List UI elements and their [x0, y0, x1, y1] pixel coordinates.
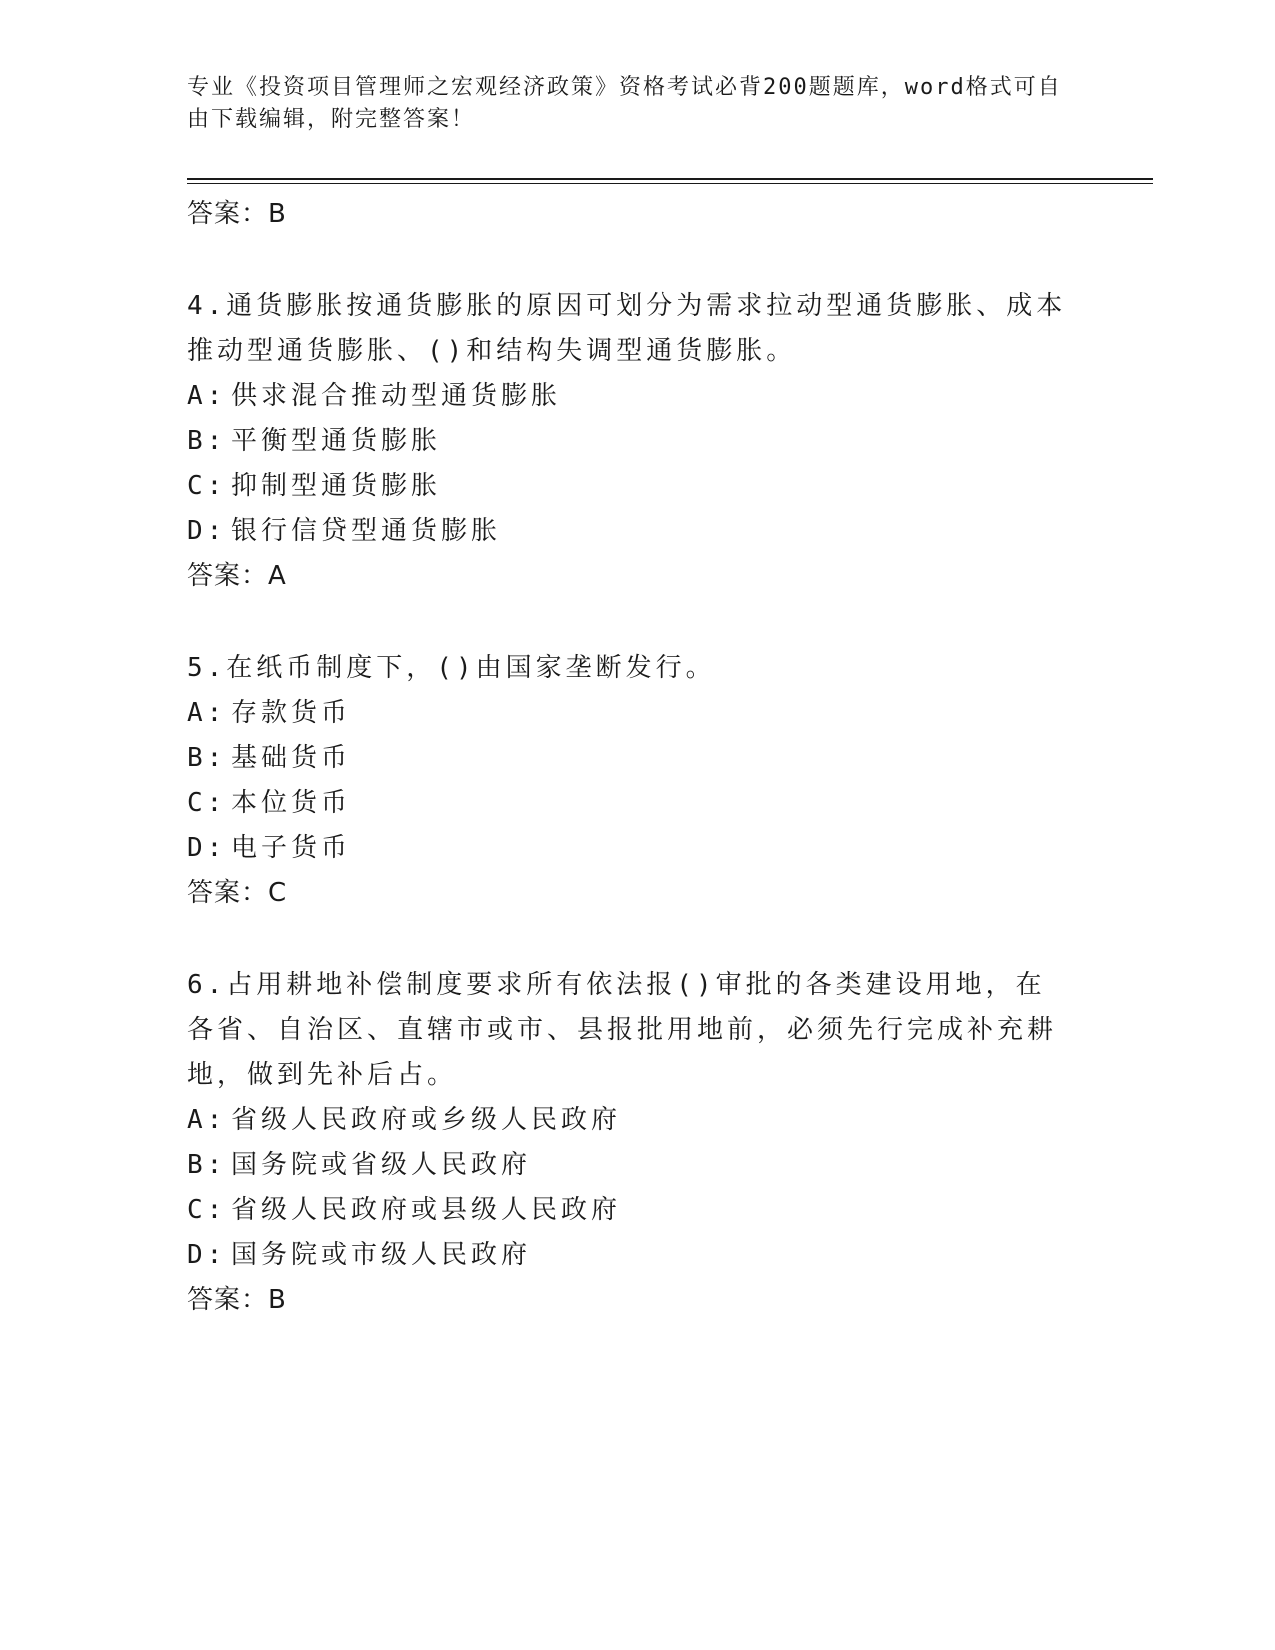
answer-value: B	[268, 1285, 287, 1315]
option-b	[187, 1143, 1067, 1188]
option-text: 电子货币	[231, 833, 352, 863]
option-c	[187, 1188, 1067, 1233]
answer-value: B	[268, 199, 287, 229]
document-header: 专业《投资项目管理师之宏观经济政策》资格考试必背200题题库，word格式可自由下载编辑，附完整答案！	[187, 75, 1062, 132]
option-text: 国务院或省级人民政府	[231, 1150, 532, 1180]
option-key: A:	[187, 698, 227, 728]
question-text: 6.占用耕地补偿制度要求所有依法报()审批的各类建设用地，在各省、自治区、直辖市或市、县报批用地前，必须先行完成补充耕地，做到先补后占。	[187, 970, 1058, 1090]
option-a	[187, 691, 1067, 736]
option-d	[187, 826, 1067, 871]
option-key: B:	[187, 743, 227, 773]
option-b	[187, 736, 1067, 781]
option-d	[187, 1233, 1067, 1278]
previous-answer	[187, 192, 1067, 236]
question-text: 5.在纸币制度下，()由国家垄断发行。	[187, 653, 716, 683]
answer-value: A	[268, 561, 287, 591]
option-key: C:	[187, 788, 227, 818]
option-text: 银行信贷型通货膨胀	[231, 516, 502, 546]
option-text: 省级人民政府或乡级人民政府	[231, 1105, 622, 1135]
option-text: 基础货币	[231, 743, 352, 773]
option-text: 供求混合推动型通货膨胀	[231, 381, 562, 411]
option-key: B:	[187, 1150, 227, 1180]
header-divider-thin	[187, 183, 1153, 184]
option-d	[187, 509, 1067, 554]
question-4	[187, 284, 1067, 598]
answer-label: 答案：	[187, 1285, 269, 1315]
answer	[187, 871, 1067, 915]
option-text: 省级人民政府或县级人民政府	[231, 1195, 622, 1225]
option-c	[187, 464, 1067, 509]
header-divider-thick	[187, 178, 1153, 180]
option-a	[187, 1098, 1067, 1143]
answer-value: C	[268, 878, 288, 908]
option-key: A:	[187, 381, 227, 411]
option-b	[187, 419, 1067, 464]
answer-label: 答案：	[187, 199, 269, 229]
option-text: 国务院或市级人民政府	[231, 1240, 532, 1270]
option-a	[187, 374, 1067, 419]
option-key: D:	[187, 833, 227, 863]
option-key: D:	[187, 1240, 227, 1270]
option-text: 抑制型通货膨胀	[231, 471, 442, 501]
question-6	[187, 963, 1067, 1322]
question-list	[187, 188, 1067, 1322]
option-key: D:	[187, 516, 227, 546]
answer	[187, 1278, 1067, 1322]
question-text: 4.通货膨胀按通货膨胀的原因可划分为需求拉动型通货膨胀、成本推动型通货膨胀、()和结构失调型通货膨胀。	[187, 291, 1067, 366]
option-text: 存款货币	[231, 698, 352, 728]
answer-label: 答案：	[187, 878, 269, 908]
option-text: 本位货币	[231, 788, 352, 818]
option-text: 平衡型通货膨胀	[231, 426, 442, 456]
question-5	[187, 646, 1067, 915]
answer	[187, 554, 1067, 598]
answer-label: 答案：	[187, 561, 269, 591]
option-c	[187, 781, 1067, 826]
option-key: A:	[187, 1105, 227, 1135]
option-key: C:	[187, 471, 227, 501]
option-key: B:	[187, 426, 227, 456]
option-key: C:	[187, 1195, 227, 1225]
